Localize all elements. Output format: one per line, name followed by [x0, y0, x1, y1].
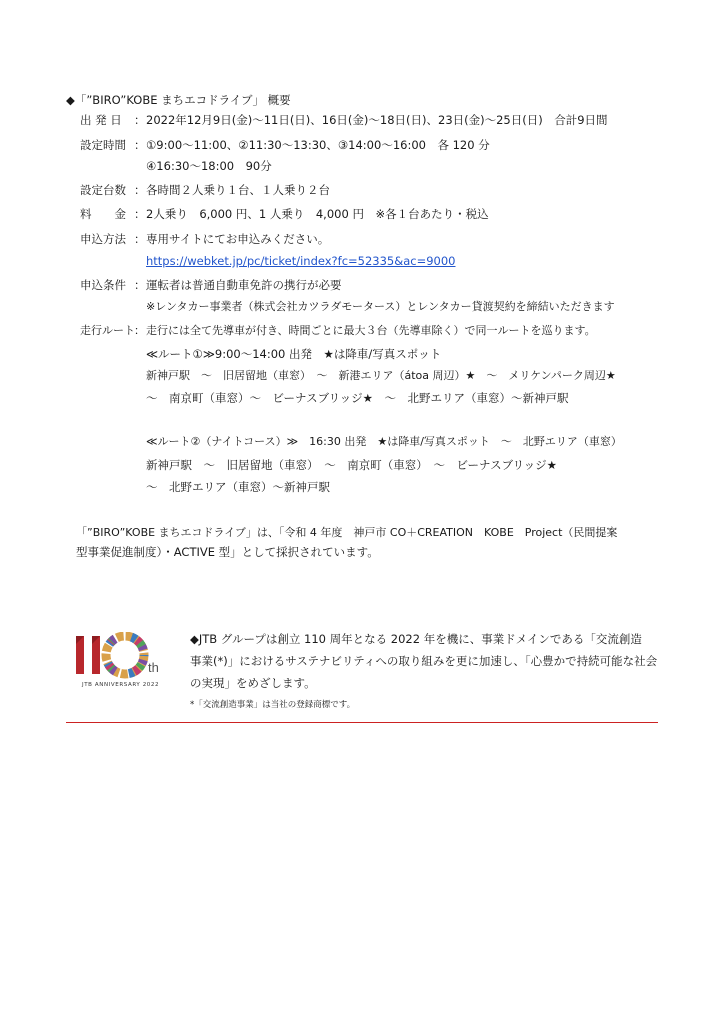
- route1-line1: 新神戸駅 ～ 旧居留地（車窓） ～ 新港エリア（átoa 周辺）★ ～ メリケンパーク周辺★: [146, 369, 616, 382]
- cars-label: 設定台数: [80, 183, 126, 197]
- cars-value: 各時間２人乗り１台、１人乗り２台: [146, 183, 330, 197]
- date-label: 出 発 日: [80, 113, 122, 127]
- jtb-line3: の実現」をめざします。: [190, 676, 316, 690]
- ticket-link[interactable]: https://webket.jp/pc/ticket/index?fc=52335&ac=9000: [146, 254, 456, 268]
- cond-value: 運転者は普通自動車免許の携行が必要: [146, 278, 342, 292]
- colon: ：: [134, 232, 146, 246]
- date-value: 2022年12月9日(金)～11日(日)、16日(金)～18日(日)、23日(金)～25日(日) 合計9日間: [146, 113, 608, 127]
- cond-value-2: ※レンタカー事業者（株式会社カツラダモータース）とレンタカー貸渡契約を締結いただきます: [146, 300, 615, 313]
- divider-line: [66, 722, 658, 723]
- logo-graphic: [72, 632, 178, 682]
- mosaic-zero: [106, 636, 144, 674]
- route-value: 走行には全て先導車が付き、時間ごとに最大３台（先導車除く）で同一ルートを巡ります。: [146, 324, 596, 337]
- colon: ：: [134, 278, 146, 292]
- apply-value: 専用サイトにてお申込みください。: [146, 232, 330, 246]
- colon: ：: [134, 207, 146, 221]
- colon: ：: [134, 113, 146, 127]
- trademark-footnote: *「交流創造事業」は当社の登録商標です。: [190, 700, 356, 710]
- colon: ：: [134, 183, 146, 197]
- route1-line2: ～ 南京町（車窓）～ ビーナスブリッジ★ ～ 北野エリア（車窓）～新神戸駅: [146, 391, 569, 405]
- apply-label: 申込方法: [80, 232, 126, 246]
- cond-label: 申込条件: [80, 278, 126, 292]
- fee-value: 2人乗り 6,000 円、1 人乗り 4,000 円 ※各１台あたり・税込: [146, 207, 489, 221]
- colon: ：: [134, 138, 146, 152]
- time-value: ①9:00～11:00、②11:30～13:30、③14:00～16:00 各 120 分: [146, 138, 490, 152]
- route1-head: ≪ルート①≫9:00～14:00 出発 ★は降車/写真スポット: [146, 347, 442, 361]
- time-value-2: ④16:30～18:00 90分: [146, 159, 272, 173]
- route2-head: ≪ルート②（ナイトコース）≫ 16:30 出発 ★は降車/写真スポット ～ 北野エリア（車窓）: [146, 435, 622, 448]
- note-line2: 型事業促進制度）・ACTIVE 型」として採択されています。: [76, 545, 379, 559]
- fee-label: 料 金: [80, 207, 126, 221]
- time-label: 設定時間: [80, 138, 126, 152]
- note-line1: 「”BIRO”KOBE まちエコドライブ」は、「令和 4 年度 神戸市 CO＋CREATION KOBE Project（民間提案: [76, 526, 618, 539]
- route2-line1: 新神戸駅 ～ 旧居留地（車窓） ～ 南京町（車窓） ～ ビーナスブリッジ★: [146, 458, 557, 472]
- logo-caption: JTB ANNIVERSARY 2022: [82, 682, 160, 688]
- route2-line2: ～ 北野エリア（車窓）～新神戸駅: [146, 480, 330, 494]
- route-label: 走行ルート: [80, 324, 135, 337]
- colon: ：: [134, 324, 145, 337]
- logo-suffix: th: [148, 660, 159, 675]
- jtb-line1: ◆JTB グループは創立 110 周年となる 2022 年を機に、事業ドメインである「交流創造: [190, 632, 642, 646]
- jtb-line2: 事業(*)」におけるサステナビリティへの取り組みを更に加速し、「心豊かで持続可能な社会: [190, 654, 658, 668]
- section-title: ◆「”BIRO”KOBE まちエコドライブ」 概要: [66, 93, 291, 107]
